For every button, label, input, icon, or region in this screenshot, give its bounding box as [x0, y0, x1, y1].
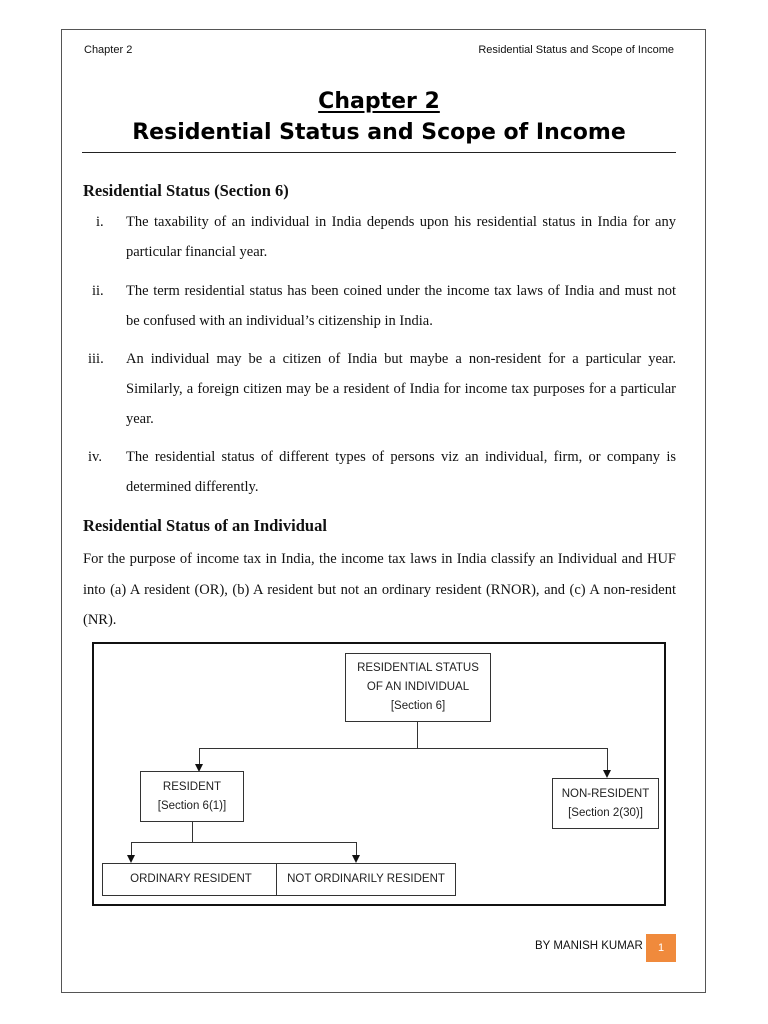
- arrow-down-icon: [127, 855, 135, 863]
- section-heading-individual: Residential Status of an Individual: [83, 516, 327, 535]
- page-number-badge: 1: [646, 934, 676, 962]
- diagram-resident-line1: RESIDENT: [162, 780, 222, 793]
- diagram-resident-line2: [Section 6(1)]: [157, 799, 227, 812]
- connector-line: [607, 748, 608, 770]
- list-item-number: ii.: [92, 283, 104, 299]
- chapter-title: Chapter 2: [318, 89, 440, 114]
- connector-line: [131, 842, 356, 843]
- connector-line: [199, 748, 607, 749]
- connector-line: [192, 822, 193, 842]
- header-topic: Residential Status and Scope of Income: [478, 44, 674, 56]
- diagram-ordinary-label: ORDINARY RESIDENT: [130, 873, 252, 885]
- diagram-non-resident-box: [552, 778, 659, 829]
- arrow-down-icon: [603, 770, 611, 778]
- diagram-resident-box: [140, 771, 244, 822]
- diagram-not-ordinary-label: NOT ORDINARILY RESIDENT: [287, 873, 445, 885]
- connector-line: [199, 748, 200, 765]
- list-item-text: An individual may be a citizen of India but maybe a non-resident for a particular year. Similarly, a foreign citizen may be a resident of India for income tax purposes for a particular year.: [126, 351, 676, 427]
- diagram-root-line1: RESIDENTIAL STATUS: [357, 662, 479, 674]
- chapter-subtitle: Residential Status and Scope of Income: [132, 120, 626, 145]
- diagram-root-line2: OF AN INDIVIDUAL: [366, 681, 470, 693]
- section-heading-residential-status: Residential Status (Section 6): [83, 181, 289, 200]
- list-item-text: The residential status of different types of persons viz an individual, firm, or company is determined differently.: [126, 449, 676, 495]
- footer-author: BY MANISH KUMAR: [535, 940, 643, 952]
- list-item-text: The taxability of an individual in India depends upon his residential status in India for any particular financial year.: [126, 214, 676, 260]
- title-rule: [82, 152, 676, 153]
- intro-paragraph: For the purpose of income tax in India, the income tax laws in India classify an Individual and HUF into (a) A resident (OR), (b) A resident but not an ordinary resident (RNOR), and (c) A non-resident (NR).: [83, 551, 676, 628]
- diagram-not-ordinarily-resident-box: [276, 863, 456, 896]
- list-item-number: iv.: [88, 449, 102, 465]
- connector-line: [417, 722, 418, 748]
- diagram-root-line3: [Section 6]: [390, 700, 446, 712]
- diagram-non-resident-line2: [Section 2(30)]: [568, 806, 643, 819]
- diagram-ordinary-resident-box: [102, 863, 280, 896]
- diagram-non-resident-line1: NON-RESIDENT: [561, 787, 650, 800]
- connector-line: [356, 842, 357, 856]
- list-item-number: iii.: [88, 351, 104, 367]
- header-chapter: Chapter 2: [84, 44, 133, 56]
- connector-line: [131, 842, 132, 856]
- list-item-text: The term residential status has been coined under the income tax laws of India and must not be confused with an individual’s citizenship in India.: [126, 283, 676, 329]
- residential-status-diagram: [92, 642, 666, 906]
- arrow-down-icon: [352, 855, 360, 863]
- diagram-root-box: [345, 653, 491, 722]
- list-item-number: i.: [96, 214, 104, 230]
